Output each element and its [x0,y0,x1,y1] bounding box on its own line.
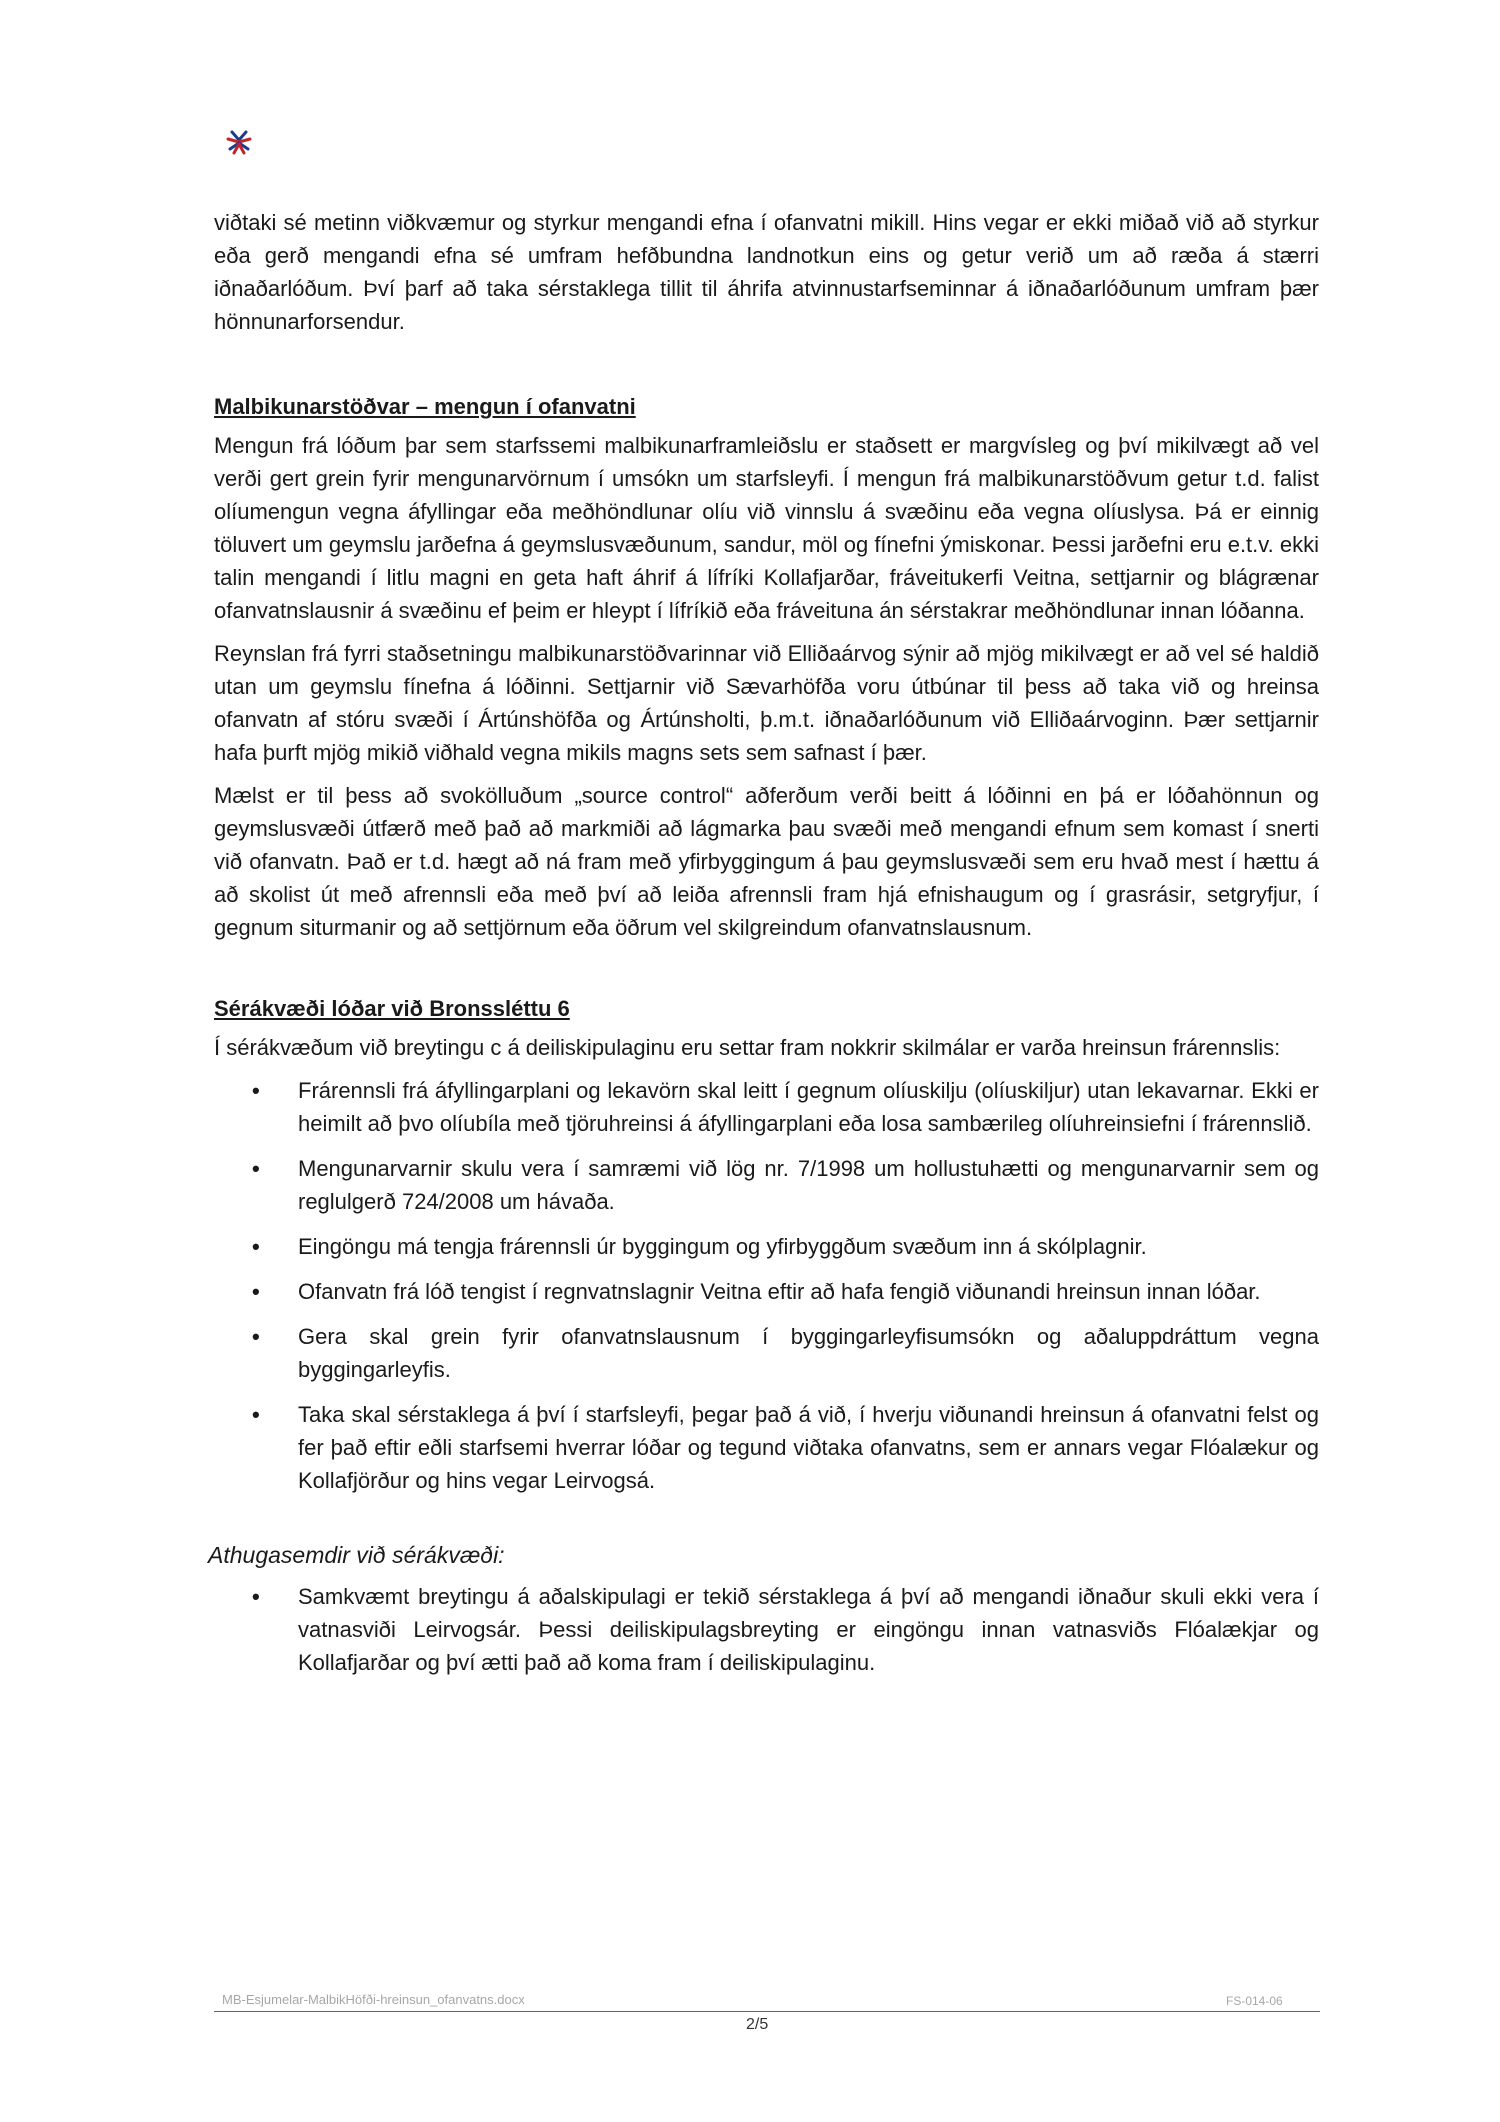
bullet-icon: • [252,1156,260,1181]
document-body [208,206,1319,1691]
section-intro-paragraph: Í sérákvæðum við breytingu c á deiliskipulaginu eru settar fram nokkrir skilmálar er varða hreinsun frárennslis: [214,1035,1281,1060]
snowflake-logo-icon [226,129,252,155]
bullet-icon: • [252,1078,260,1103]
list-item [214,1320,1319,1386]
bullet-icon: • [252,1234,260,1259]
list-item [214,1152,1319,1218]
list-item-text: Frárennsli frá áfyllingarplani og lekavörn skal leitt í gegnum olíuskilju (olíuskiljur) utan lekavarnar. Ekki er heimilt að þvo olíubíla með tjöruhreinsi á áfyllingarplani eða losa sambærileg olíuhreinsiefni í frárennslið. [298,1078,1319,1136]
bullet-icon: • [252,1279,260,1304]
list-item-text: Samkvæmt breytingu á aðalskipulagi er tekið sérstaklega á því að mengandi iðnaður skuli ekki vera í vatnasviði Leirvogsár. Þessi deiliskipulagsbreyting er eingöngu innan vatnasviðs Flóalækjar og Kollafjarðar og því ætti það að koma fram í deiliskipulaginu. [298,1584,1319,1675]
footer-divider [214,2011,1320,2012]
list-item [214,1074,1319,1140]
list-item-text: Taka skal sérstaklega á því í starfsleyfi, þegar það á við, í hverju viðunandi hreinsun á ofanvatni felst og fer það eftir eðli starfsemi hverrar lóðar og tegund viðtaka ofanvatns, sem er annars vegar Flóalækur og Kollafjörður og hins vegar Leirvogsá. [298,1402,1319,1493]
intro-paragraph: viðtaki sé metinn viðkvæmur og styrkur mengandi efna í ofanvatni mikill. Hins vegar er ekki miðað við að styrkur eða gerð mengandi efna sé umfram hefðbundna landnotkun eins og getur verið um að ræða á stærri iðnaðarlóðum. Því þarf að taka sérstaklega tillit til áhrifa atvinnustarfseminnar á iðnaðarlóðunum umfram þær hönnunarforsendur. [214,210,1319,334]
list-item [214,1275,1319,1308]
bullet-icon: • [252,1584,260,1609]
paragraph: Mælst er til þess að svokölluðum „source control“ aðferðum verði beitt á lóðinni en þá er lóðahönnun og geymslusvæði útfærð með það að markmiði að lágmarka þau svæði með mengandi efnum sem komast í snerti við ofanvatn. Það er t.d. hægt að ná fram með yfirbyggingum á þau geymslusvæði sem eru hvað mest í hættu á að skolist út með afrennsli eða með því að leiða afrennsli fram hjá efnishaugum og í grasrásir, setgryfjur, í gegnum siturmanir og að settjörnum eða öðrum vel skilgreindum ofanvatnslausnum. [214,783,1319,940]
list-item [214,1580,1319,1679]
footer-form-code: FS-014-06 [1226,1994,1283,2008]
section-heading-malbikunarstodvar: Malbikunarstöðvar – mengun í ofanvatni [214,394,636,419]
bullet-icon: • [252,1324,260,1349]
list-item [214,1230,1319,1263]
footer-filename: MB-Esjumelar-MalbikHöfði-hreinsun_ofanvatns.docx [222,1992,525,2007]
bullet-icon: • [252,1402,260,1427]
paragraph: Reynslan frá fyrri staðsetningu malbikunarstöðvarinnar við Elliðaárvog sýnir að mjög mikilvægt er að vel sé haldið utan um geymslu fínefna á lóðinni. Settjarnir við Sævarhöfða voru útbúnar til þess að taka við og hreinsa ofanvatn af stóru svæði í Ártúnshöfða og Ártúnsholti, þ.m.t. iðnaðarlóðunum við Elliðaárvoginn. Þær settjarnir hafa þurft mjög mikið viðhald vegna mikils magns sets sem safnast í þær. [214,641,1319,765]
list-item [214,1398,1319,1497]
athugasemdir-heading: Athugasemdir við sérákvæði: [208,1542,505,1568]
paragraph: Mengun frá lóðum þar sem starfssemi malbikunarframleiðslu er staðsett er margvísleg og því mikilvægt að vel verði gert grein fyrir mengunarvörnum í umsókn um starfsleyfi. Í mengun frá malbikunarstöðvum getur t.d. falist olíumengun vegna áfyllingar eða meðhöndlunar olíu við vinnslu á svæðinu eða vegna olíuslysa. Þá er einnig töluvert um geymslu jarðefna á geymslusvæðunum, sandur, möl og fínefni ýmiskonar. Þessi jarðefni eru e.t.v. ekki talin mengandi í litlu magni en geta haft áhrif á lífríki Kollafjarðar, fráveitukerfi Veitna, settjarnir og blágrænar ofanvatnslausnir á svæðinu ef þeim er hleypt í lífríkið eða fráveituna án sérstakrar meðhöndlunar innan lóðanna. [214,433,1319,623]
list-item-text: Mengunarvarnir skulu vera í samræmi við lög nr. 7/1998 um hollustuhætti og mengunarvarnir sem og reglulgerð 724/2008 um hávaða. [298,1156,1319,1214]
section-heading-serakvaedi: Sérákvæði lóðar við Bronssléttu 6 [214,996,570,1021]
list-item-text: Eingöngu má tengja frárennsli úr byggingum og yfirbyggðum svæðum inn á skólplagnir. [298,1234,1147,1259]
athugasemdir-bullet-list [214,1580,1319,1679]
list-item-text: Gera skal grein fyrir ofanvatnslausnum í byggingarleyfisumsókn og aðaluppdráttum vegna byggingarleyfis. [298,1324,1319,1382]
serakvaedi-bullet-list [214,1074,1319,1497]
page-number: 2/5 [746,2016,769,2033]
list-item-text: Ofanvatn frá lóð tengist í regnvatnslagnir Veitna eftir að hafa fengið viðunandi hreinsun innan lóðar. [298,1279,1261,1304]
